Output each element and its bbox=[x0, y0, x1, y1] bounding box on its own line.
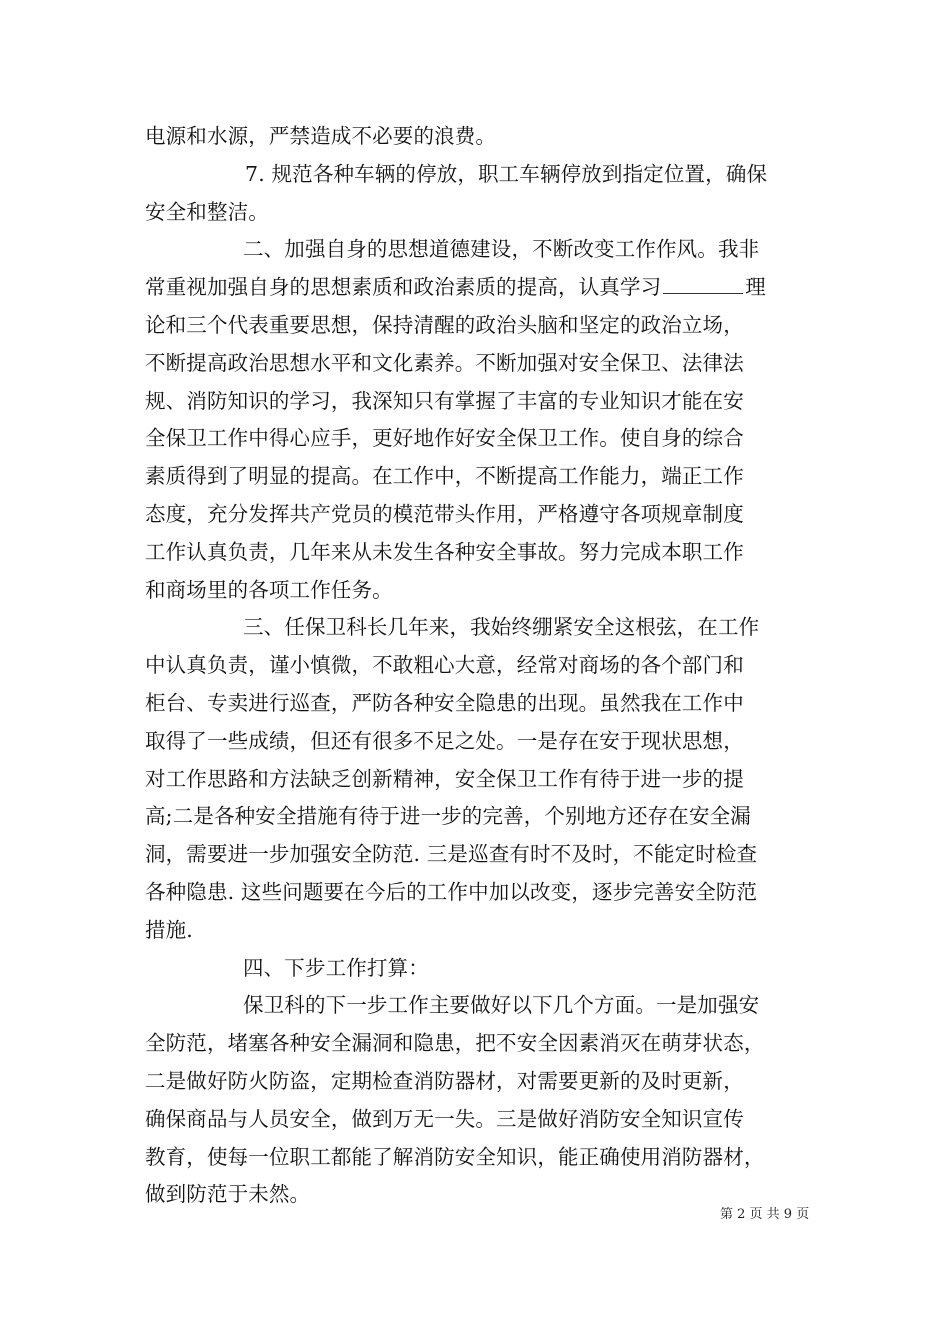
text-line: 素质得到了明显的提高。在工作中，不断提高工作能力，端正工作 bbox=[145, 464, 744, 489]
text-line: 教育，使每一位职工都能了解消防安全知识，能正确使用消防器材， bbox=[145, 1144, 765, 1169]
section-heading: 四、下步工作打算： bbox=[243, 955, 429, 980]
text-line: 取得了一些成绩，但还有很多不足之处。一是存在安于现状思想， bbox=[145, 728, 744, 753]
text-line: 高;二是各种安全措施有待于进一步的完善，个别地方还存在安全漏 bbox=[145, 804, 751, 829]
text-line: 电源和水源，严禁造成不必要的浪费。 bbox=[145, 124, 497, 148]
text-line: 二是做好防火防盗，定期检查消防器材，对需要更新的及时更新， bbox=[145, 1068, 744, 1093]
text-segment: 常重视加强自身的思想素质和政治素质的提高，认真学习 bbox=[145, 275, 662, 300]
text-line: 中认真负责，谨小慎微，不敢粗心大意，经常对商场的各个部门和 bbox=[145, 653, 744, 678]
page-number: 第 2 页 共 9 页 bbox=[720, 1207, 810, 1222]
text-line: 工作认真负责，几年来从未发生各种安全事故。努力完成本职工作 bbox=[145, 539, 744, 564]
text-line: 二、加强自身的思想道德建设，不断改变工作作风。我非 bbox=[243, 237, 760, 262]
text-line: 保卫科的下一步工作主要做好以下几个方面。一是加强安 bbox=[243, 993, 760, 1018]
text-segment: 理 bbox=[745, 275, 766, 300]
text-line: 柜台、专卖进行巡查，严防各种安全隐患的出现。虽然我在工作中 bbox=[145, 690, 744, 715]
text-line: 论和三个代表重要思想，保持清醒的政治头脑和坚定的政治立场， bbox=[145, 312, 744, 337]
text-line: 态度，充分发挥共产党员的模范带头作用，严格遵守各项规章制度 bbox=[145, 501, 744, 526]
text-line: 三、任保卫科长几年来，我始终绷紧安全这根弦，在工作 bbox=[243, 615, 760, 640]
fill-in-blank bbox=[663, 269, 743, 294]
document-body bbox=[145, 118, 810, 1214]
text-line: 7. 规范各种车辆的停放，职工车辆停放到指定位置，确保 bbox=[245, 161, 768, 186]
text-line: 确保商品与人员安全，做到万无一失。三是做好消防安全知识宣传 bbox=[145, 1106, 744, 1131]
text-line: 洞，需要进一步加强安全防范. 三是巡查有时不及时，不能定时检查 bbox=[145, 842, 758, 867]
text-line: 安全和整洁。 bbox=[145, 199, 269, 224]
text-line: 全防范，堵塞各种安全漏洞和隐患，把不安全因素消灭在萌芽状态， bbox=[145, 1031, 765, 1056]
text-line: 措施. bbox=[145, 917, 193, 942]
text-line: 做到防范于未然。 bbox=[145, 1182, 311, 1207]
text-line-with-blank bbox=[145, 269, 810, 307]
text-line: 各种隐患. 这些问题要在今后的工作中加以改变，逐步完善安全防范 bbox=[145, 879, 758, 904]
text-line: 不断提高政治思想水平和文化素养。不断加强对安全保卫、法律法 bbox=[145, 350, 744, 375]
text-line: 对工作思路和方法缺乏创新精神，安全保卫工作有待于进一步的提 bbox=[145, 766, 744, 791]
text-line: 规、消防知识的学习，我深知只有掌握了丰富的专业知识才能在安 bbox=[145, 388, 744, 413]
text-line: 全保卫工作中得心应手，更好地作好安全保卫工作。使自身的综合 bbox=[145, 426, 744, 451]
text-line: 和商场里的各项工作任务。 bbox=[145, 577, 393, 602]
